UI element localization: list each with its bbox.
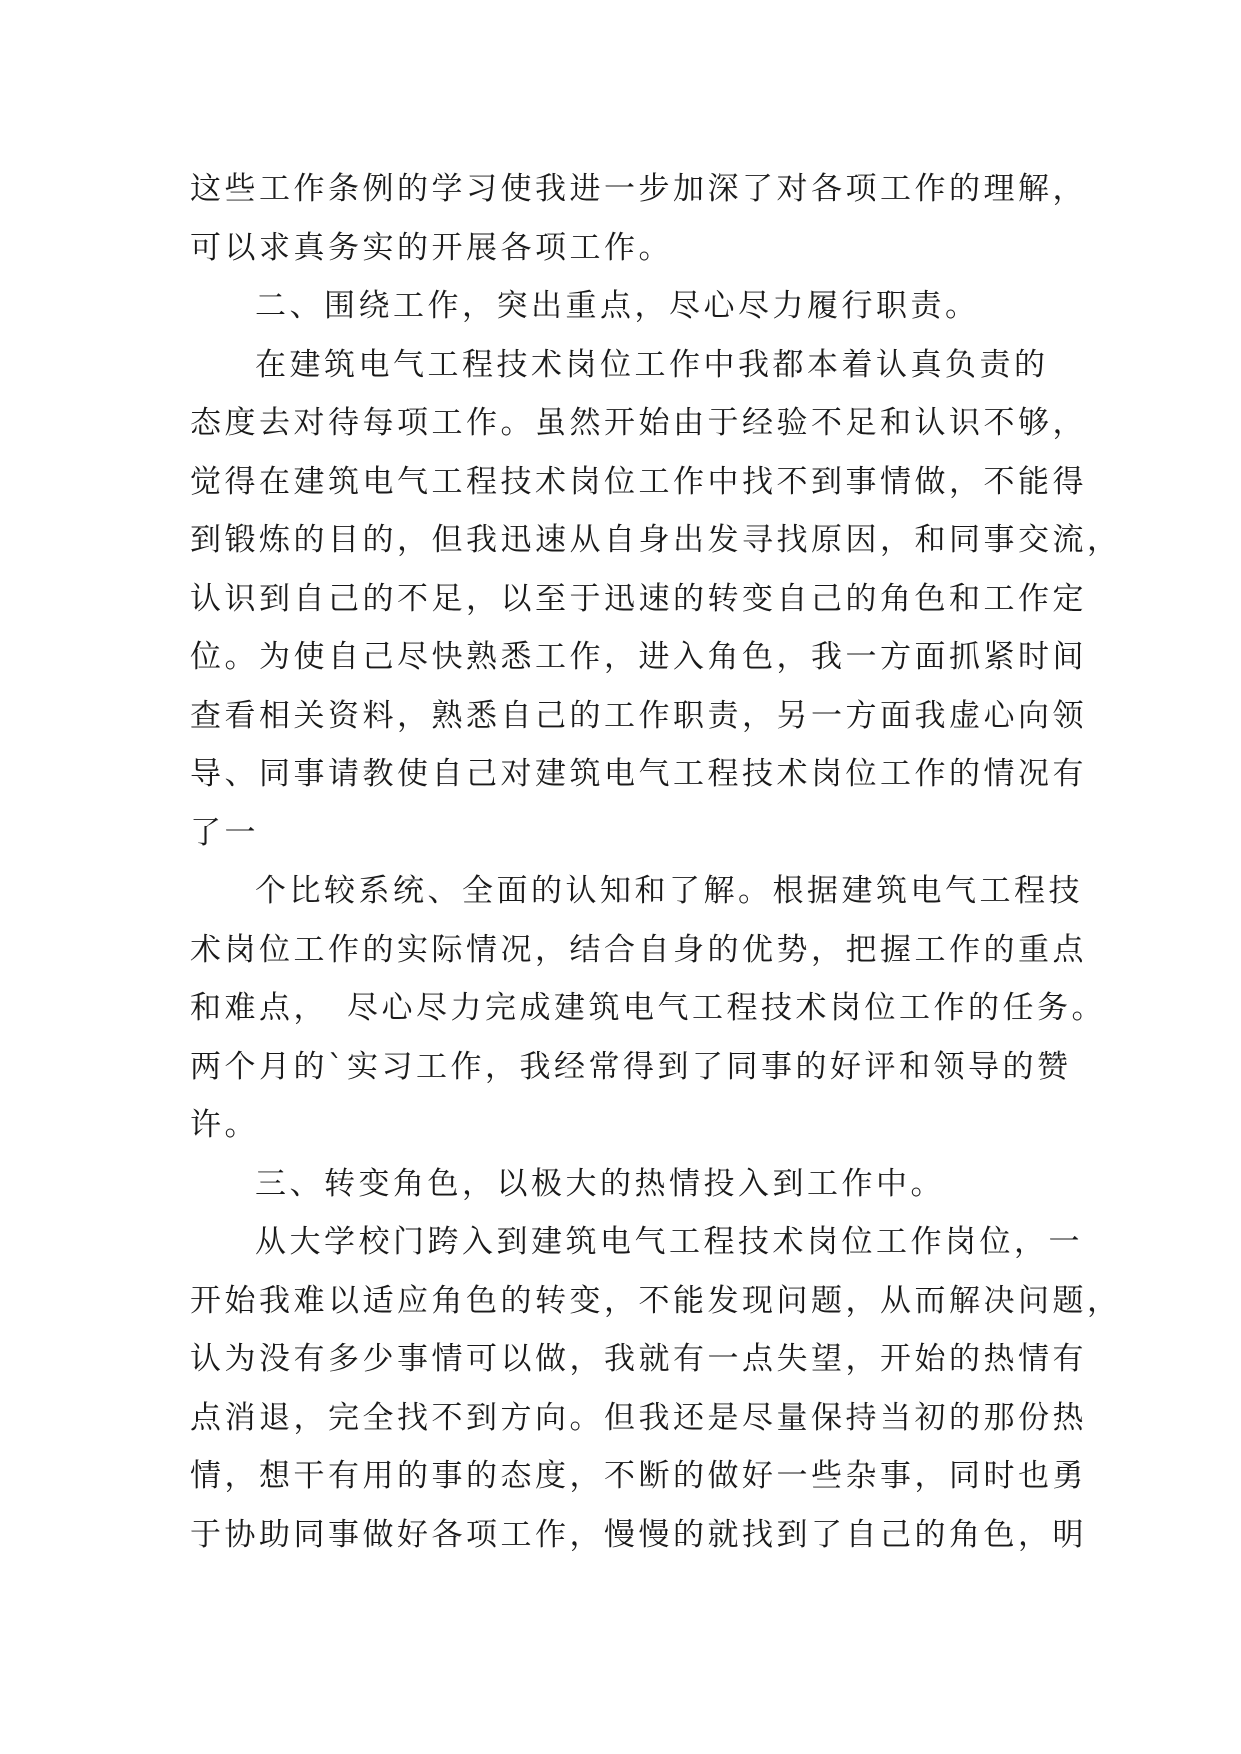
text-line: 查看相关资料，熟悉自己的工作职责，另一方面我虚心向领 xyxy=(190,697,1087,734)
text-line: 觉得在建筑电气工程技术岗位工作中找不到事情做，不能得 xyxy=(190,463,1087,500)
text-line: 于协助同事做好各项工作，慢慢的就找到了自己的角色，明 xyxy=(190,1516,1087,1553)
text-line: 认识到自己的不足，以至于迅速的转变自己的角色和工作定 xyxy=(190,580,1087,617)
text-line: 到锻炼的目的，但我迅速从自身出发寻找原因，和同事交流， xyxy=(190,522,1122,558)
text-line: 许。 xyxy=(190,1107,259,1143)
text-line: 术岗位工作的实际情况，结合自身的优势，把握工作的重点 xyxy=(190,931,1087,968)
text-line: 可以求真务实的开展各项工作。 xyxy=(190,229,673,266)
text-line: 导、同事请教使自己对建筑电气工程技术岗位工作的情况有 xyxy=(190,756,1087,792)
text-line: 点消退，完全找不到方向。但我还是尽量保持当初的那份热 xyxy=(190,1399,1087,1436)
text-line: 情，想干有用的事的态度，不断的做好一些杂事，同时也勇 xyxy=(190,1458,1087,1494)
text-line: 两个月的`实习工作，我经常得到了同事的好评和领导的赞 xyxy=(190,1048,1072,1085)
text-line: 二、围绕工作，突出重点，尽心尽力履行职责。 xyxy=(255,288,980,324)
document-body xyxy=(190,160,1122,1564)
text-line: 从大学校门跨入到建筑电气工程技术岗位工作岗位，一 xyxy=(255,1224,1083,1260)
text-line: 态度去对待每项工作。虽然开始由于经验不足和认识不够， xyxy=(190,405,1087,441)
text-line: 个比较系统、全面的认知和了解。根据建筑电气工程技 xyxy=(255,873,1083,909)
text-line: 三、转变角色，以极大的热情投入到工作中。 xyxy=(255,1165,945,1202)
text-line: 开始我难以适应角色的转变，不能发现问题，从而解决问题， xyxy=(190,1282,1122,1319)
text-line: 了一 xyxy=(190,814,259,851)
text-line: 认为没有多少事情可以做，我就有一点失望，开始的热情有 xyxy=(190,1341,1087,1377)
text-line: 位。为使自己尽快熟悉工作，进入角色，我一方面抓紧时间 xyxy=(190,639,1087,675)
text-line: 在建筑电气工程技术岗位工作中我都本着认真负责的 xyxy=(255,346,1049,383)
text-line: 和难点， 尽心尽力完成建筑电气工程技术岗位工作的任务。 xyxy=(190,990,1106,1026)
text-line: 这些工作条例的学习使我进一步加深了对各项工作的理解， xyxy=(190,171,1087,207)
